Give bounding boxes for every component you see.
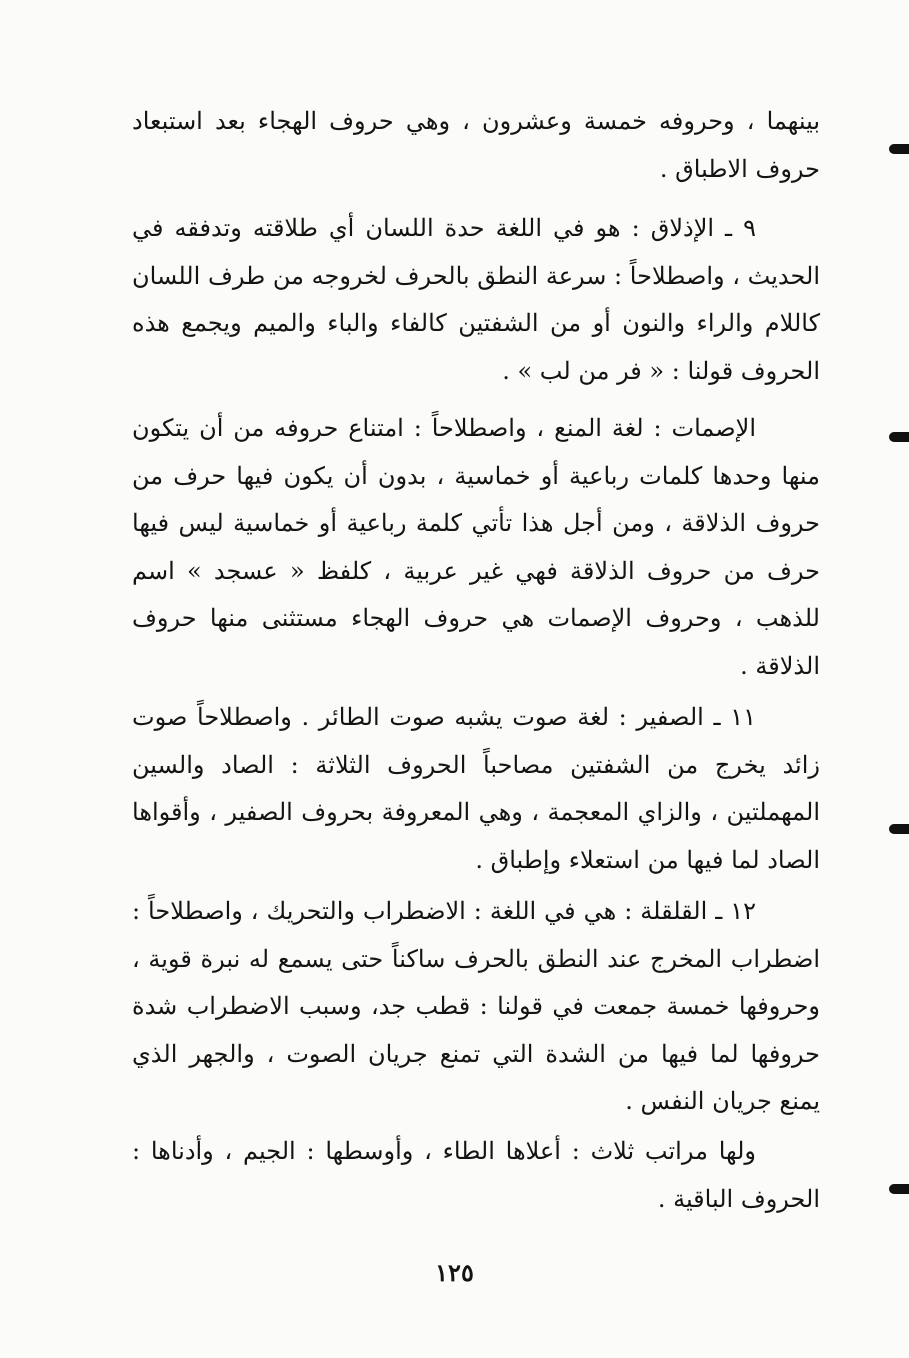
page-edge-mark	[889, 432, 909, 442]
page-edge-mark	[889, 824, 909, 834]
page-edge-mark	[889, 144, 909, 154]
paragraph-continuation: بينهما ، وحروفه خمسة وعشرون ، وهي حروف الهجاء بعد استبعاد حروف الاطباق .	[132, 107, 820, 183]
paragraph-ismat: الإصمات : لغة المنع ، واصطلاحاً : امتناع حروفه من أن يتكون منها وحدها كلمات رباعية أو خماسية ، بدون أن يكون فيها حرف من حروف الذلاقة ، ومن أجل هذا تأتي كلمة رباعية أو خماسية ليس فيها حرف من حروف الذلاقة فهي غير عربية ، كلفظ « عسجد » اسم للذهب ، وحروف الإصمات هي حروف الهجاء مستثنى منها حروف الذلاقة .	[132, 414, 820, 680]
paragraph-idhlaq: ٩ ـ الإذلاق : هو في اللغة حدة اللسان أي طلاقته وتدفقه في الحديث ، واصطلاحاً : سرعة النطق بالحرف لخروجه من طرف اللسان كاللام والراء والنون أو من الشفتين كالفاء والباء والميم ويجمع هذه الحروف قولنا : « فر من لب » .	[132, 214, 820, 385]
paragraph-qalqala-levels: ولها مراتب ثلاث : أعلاها الطاء ، وأوسطها : الجيم ، وأدناها : الحروف الباقية .	[132, 1137, 820, 1213]
paragraph-qalqala: ١٢ ـ القلقلة : هي في اللغة : الاضطراب والتحريك ، واصطلاحاً : اضطراب المخرج عند النطق بالحرف ساكناً حتى يسمع له نبرة قوية ، وحروفها خمسة جمعت في قولنا : قطب جد، وسبب الاضطراب شدة حروفها لما فيها من الشدة التي تمنع جريان الصوت ، والجهر الذي يمنع جريان النفس .	[132, 897, 820, 1115]
page-number: ١٢٥	[435, 1258, 474, 1287]
paragraph-safir: ١١ ـ الصفير : لغة صوت يشبه صوت الطائر . واصطلاحاً صوت زائد يخرج من الشفتين مصاحباً الحروف الثلاثة : الصاد والسين المهملتين ، والزاي المعجمة ، وهي المعروفة بحروف الصفير ، وأقواها الصاد لما فيها من استعلاء وإطباق .	[132, 703, 820, 874]
page-edge-mark	[889, 1184, 909, 1194]
